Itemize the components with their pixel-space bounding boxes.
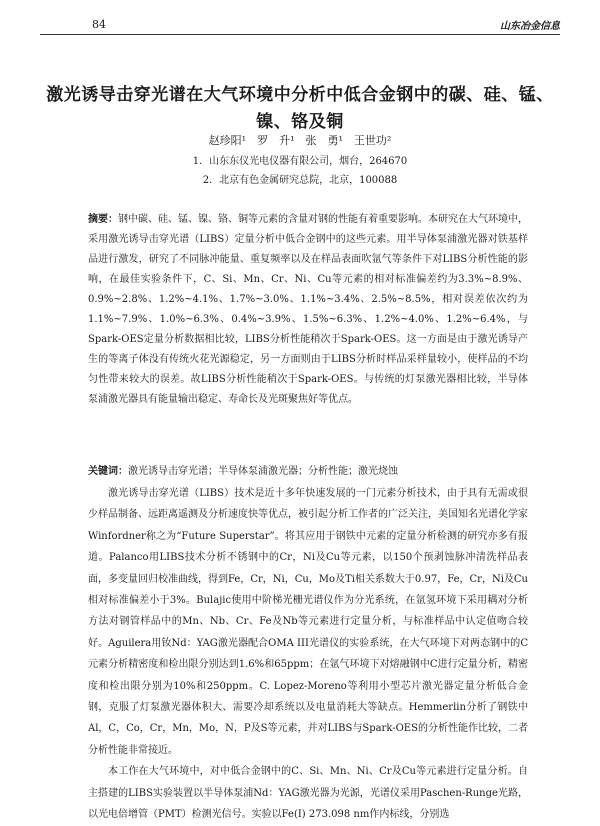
journal-name: 山东冶金信息 xyxy=(500,21,560,32)
running-header xyxy=(40,14,560,35)
keywords-text: 激光诱导击穿光谱；半导体泵浦激光器；分析性能；激光烧蚀 xyxy=(128,466,398,477)
abstract-label: 摘要： xyxy=(88,214,118,225)
paper-title: 激光诱导击穿光谱在大气环境中分析中低合金钢中的碳、硅、锰、镍、铬及铜 xyxy=(46,85,554,132)
affiliation-2: 2．北京有色金属研究总院，北京，100088 xyxy=(202,175,398,186)
affiliation-1: 1．山东东仪光电仪器有限公司，烟台，264670 xyxy=(192,156,408,167)
keywords xyxy=(88,463,528,481)
abstract xyxy=(88,210,528,410)
abstract-text: 钢中碳、硅、锰、镍、铬、铜等元素的含量对钢的性能有着重要影响。本研究在大气环境中，采用激光诱导击穿光谱（LIBS）定量分析中低合金钢中的这些元素。用半导体泵浦激光器对铁基样品进行激发，研究了不同脉冲能量、重复频率以及在样品表面吹氩气等条件下对LIBS分析性能的影响，在最佳实验条件下，C、Si、Mn、Cr、Ni、Cu等元素的相对标准偏差约为3.3%~8.9%、0.9%~2.8%、1.2%~4.1%、1.7%~3.0%、1.1%~3.4%、2.5%~8.5%，相对误差依次约为1.1%~7.9%、1.0%~6.3%、0.4%~3.9%、1.5%~6.3%、1.2%~4.0%、1.2%~6.4%，与Spark-OES定量分析数据相比较，LIBS分析性能稍次于Spark-OES。这一方面是由于激光诱导产生的等离子体没有传统火花光源稳定，另一方面则由于LIBS分析时样品采样量较小，使样品的不均匀性带来较大的误差。故LIBS分析性能稍次于Spark-OES。与传统的灯泵激光器相比较，半导体泵浦激光器具有能量输出稳定、寿命长及光斑聚焦好等优点。 xyxy=(88,214,528,405)
keywords-label: 关键词： xyxy=(88,466,128,477)
body-text xyxy=(88,483,528,826)
page-number: 84 xyxy=(92,18,106,31)
paragraph: 激光诱导击穿光谱（LIBS）技术是近十多年快速发展的一门元素分析技术，由于具有无需或很少样品制备、远距离遥测及分析速度快等优点，被引起分析工作者的广泛关注，美国知名光谱化学家Winfordner称之为“Future Superstar”。将其应用于钢铁中元素的定量分析检测的研究亦多有报道。Palanco用LIBS技术分析不锈钢中的Cr，Ni及Cu等元素，以150个预剥蚀脉冲清洗样品表面，多变量回归校准曲线，得到Fe，Cr，Ni，Cu，Mo及Ti相关系数大于0.97，Fe，Cr，Ni及Cu相对标准偏差小于3%。Bulajic使用中阶梯光栅光谱仪作为分光系统，在氩氢环境下采用耦对分析方法对钢管样品中的Mn、Nb、Cr、Fe及Nb等元素进行定量分析，与标准样品中认定值吻合较好。Aguilera用钕Nd：YAG激光器配合OMA III光谱仪的实验系统，在大气环境下对两态钢中的C元素分析精密度和检出限分别达到1.6%和65ppm；在氩气环境下对熔融钢中C进行定量分析，精密度和检出限分别为10%和250ppm。C. Lopez-Moreno等利用小型芯片激光器定量分析低合金钢，克服了灯泵激光器体积大、需要冷却系统以及电量消耗大等缺点。Hemmerlin分析了钢铁中Al，C，Co，Cr，Mn，Mo，N，P及S等元素，并对LIBS与Spark-OES的分析性能作比较，二者分析性能非常接近。 xyxy=(88,488,528,756)
paragraph: 本工作在大气环境中，对中低合金钢中的C、Si、Mn、Ni、Cr及Cu等元素进行定量分析。自主搭建的LIBS实验装置以半导体泵浦Nd：YAG激光器为光源，光谱仪采用Paschen-Runge光路，以光电倍增管（PMT）检测光信号。实验以Fe(I) 273.098 nm作内标线，分别选 xyxy=(88,766,528,821)
author-list: 赵珍阳¹ 罗 升¹ 张 勇¹ 王世功² xyxy=(208,134,392,147)
